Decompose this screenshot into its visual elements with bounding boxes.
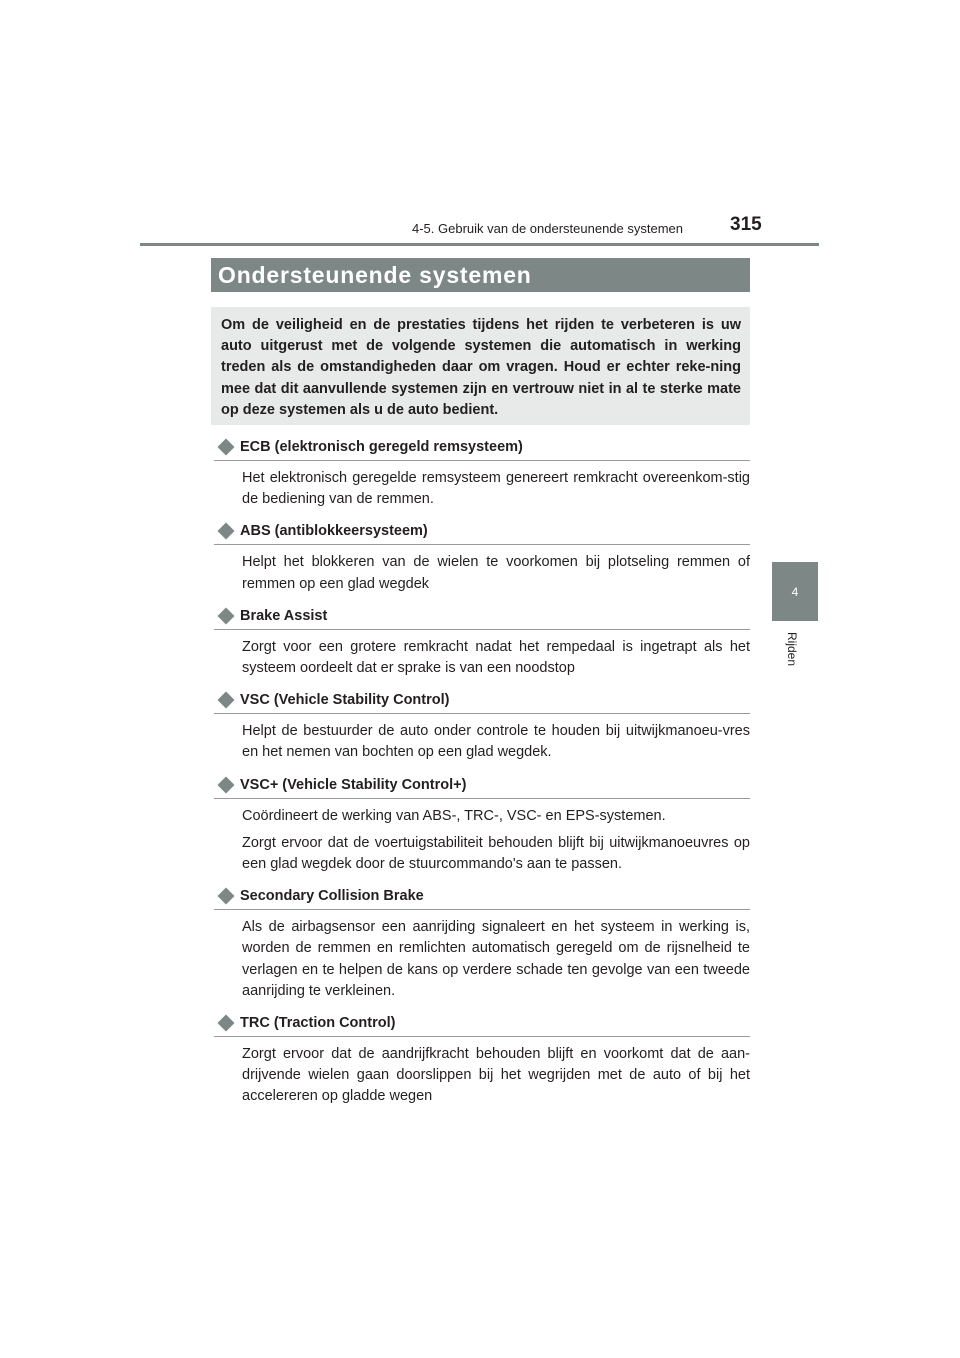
item-title: Brake Assist — [240, 607, 328, 624]
item-title: VSC+ (Vehicle Stability Control+) — [240, 776, 467, 793]
item-title: VSC (Vehicle Stability Control) — [240, 692, 450, 709]
list-item-secondary-collision-brake — [218, 886, 750, 1002]
diamond-icon — [218, 607, 235, 624]
diamond-icon — [218, 439, 235, 456]
list-item-vsc-plus — [218, 775, 750, 876]
item-paragraph: Het elektronisch geregelde remsysteem genereert remkracht overeenkom-stig de bediening van de remmen. — [242, 470, 750, 508]
item-paragraph: Zorgt ervoor dat de aandrijfkracht behouden blijft en voorkomt dat de aan-drijvende wielen gaan doorslippen bij het wegrijden met de auto of bij het accelereren op gladde wegen — [242, 1046, 750, 1105]
item-body — [242, 468, 750, 510]
item-paragraph: Zorgt voor een grotere remkracht nadat het rempedaal is ingetrapt als het systeem oordeelt dat er sprake is van een noodstop — [242, 638, 750, 677]
title-bar — [211, 258, 750, 292]
chapter-label: Rijden — [785, 632, 799, 667]
item-paragraph: Coördineert de werking van ABS-, TRC-, VSC- en EPS-systemen. — [242, 807, 666, 824]
item-heading — [214, 521, 750, 545]
diamond-icon — [218, 523, 235, 540]
item-heading — [214, 437, 750, 461]
item-paragraph: Als de airbagsensor een aanrijding signaleert en het systeem in werking is, worden de remmen en remlichten automatisch geregeld om de rijsnelheid te verlagen en te helpen de kans op verdere schade ten gevolge van een tweede aanrijding te verkleinen. — [242, 919, 750, 999]
header-rule — [140, 243, 819, 246]
page-number: 315 — [730, 214, 762, 235]
item-title: ABS (antiblokkeersysteem) — [240, 523, 428, 540]
systems-list — [218, 437, 750, 1119]
item-heading — [214, 886, 750, 910]
item-body — [242, 806, 750, 876]
item-heading — [214, 606, 750, 630]
item-paragraph: Helpt de bestuurder de auto onder controle te houden bij uitwijkmanoeu-vres en het nemen van bochten op een glad wegdek. — [242, 723, 750, 761]
item-heading — [214, 1013, 750, 1037]
list-item-trc — [218, 1013, 750, 1108]
intro-text: Om de veiligheid en de prestaties tijdens het rijden te verbeteren is uw auto uitgerust met de volgende systemen die automatisch in werking treden als de omstandigheden daar om vragen. Houd er echter reke-ning mee dat dit aanvullende systemen zijn en vertrouw niet in al te sterke mate op deze systemen als u de auto bedient. — [221, 317, 741, 418]
item-body — [242, 1044, 750, 1108]
list-item-ecb — [218, 437, 750, 510]
chapter-number: 4 — [791, 584, 799, 599]
item-title: Secondary Collision Brake — [240, 888, 424, 905]
diamond-icon — [218, 692, 235, 709]
page-title: Ondersteunende systemen — [218, 261, 532, 288]
item-heading — [214, 775, 750, 799]
list-item-abs — [218, 521, 750, 594]
diamond-icon — [218, 888, 235, 905]
chapter-tab — [772, 562, 818, 621]
item-title: ECB (elektronisch geregeld remsysteem) — [240, 439, 523, 455]
item-body — [242, 552, 750, 594]
item-body — [242, 721, 750, 763]
section-header: 4-5. Gebruik van de ondersteunende systemen — [412, 221, 684, 236]
item-title: TRC (Traction Control) — [240, 1015, 396, 1032]
item-paragraph: Helpt het blokkeren van de wielen te voorkomen bij plotseling remmen of remmen op een glad wegdek — [242, 554, 750, 592]
item-paragraph: Zorgt ervoor dat de voertuigstabiliteit behouden blijft bij uitwijkmanoeuvres op een glad wegdek door de stuurcommando's aan te passen. — [242, 834, 750, 873]
list-item-brake-assist — [218, 606, 750, 679]
item-heading — [214, 690, 750, 714]
list-item-vsc — [218, 690, 750, 763]
item-body — [242, 917, 750, 1002]
item-body — [242, 637, 750, 679]
diamond-icon — [218, 776, 235, 793]
diamond-icon — [218, 1015, 235, 1032]
intro-box — [211, 307, 750, 425]
